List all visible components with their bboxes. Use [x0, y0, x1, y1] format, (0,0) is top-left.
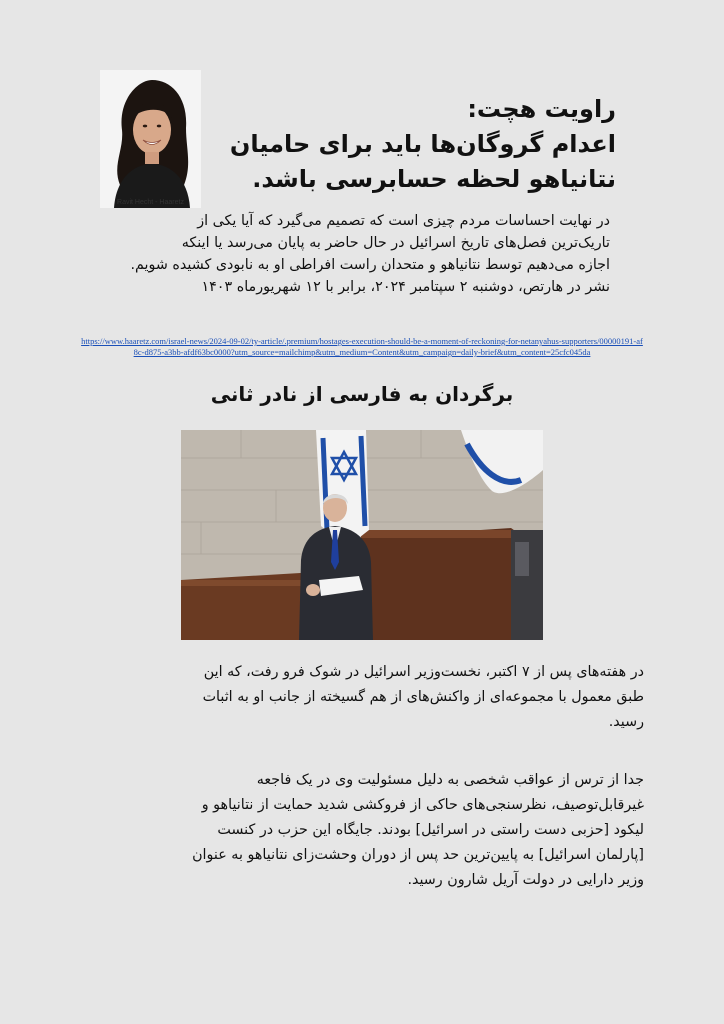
- knesset-scene-image: [181, 430, 543, 640]
- paragraph-line: در هفته‌های پس از ۷ اکتبر، نخست‌وزیر اسرائیل در شوک فرو رفت، که این: [203, 664, 644, 680]
- summary-line: تاریک‌ترین فصل‌های تاریخ اسرائیل در حال حاضر به پایان می‌رسد یا اینکه: [181, 235, 610, 251]
- article-paragraph-2: [80, 768, 644, 893]
- publication-date-line: نشر در هارتص، دوشنبه ۲ سپتامبر ۲۰۲۴، برابر با ۱۲ شهریورماه ۱۴۰۳: [201, 279, 610, 295]
- paragraph-line: لیکود [حزبی دست راستی در اسرائیل] بودند. جایگاه این حزب در کنست: [217, 822, 644, 838]
- paragraph-line: رسید.: [608, 714, 644, 730]
- netanyahu-knesset-photo: [181, 430, 543, 640]
- author-portrait-image: [100, 70, 201, 208]
- article-headline: [229, 92, 616, 197]
- headline-line: راویت هچت:: [467, 95, 616, 123]
- paragraph-line: غیرقابل‌توصیف، نظرسنجی‌های حاکی از فروکشی شدید حمایت از نتانیاهو و: [201, 797, 644, 813]
- author-photo: [100, 70, 201, 208]
- author-photo-caption: Ravit Hecht - Haaretz: [117, 199, 184, 206]
- article-summary: [80, 210, 610, 298]
- headline-line: اعدام گروگان‌ها باید برای حامیان: [229, 130, 616, 158]
- paragraph-line: [پارلمان اسرائیل] به پایین‌ترین حد پس از دوران وحشت‌زای نتانیاهو به عنوان: [192, 847, 644, 863]
- article-paragraph-1: [80, 660, 644, 735]
- paragraph-line: وزیر دارایی در دولت آریل شارون رسید.: [407, 872, 644, 888]
- translator-credit: برگردان به فارسی از نادر ثانی: [210, 382, 514, 406]
- headline-line: نتانیاهو لحظه حسابرسی باشد.: [252, 165, 616, 193]
- summary-line: در نهایت احساسات مردم چیزی است که تصمیم می‌گیرد که آیا یکی از: [197, 213, 610, 229]
- source-url-link[interactable]: https://www.haaretz.com/israel-news/2024-09-02/ty-article/.premium/hostages-execution-should-be-a-moment-of-reckoning-for-netanyahus-supporters/00000191-af8c-d875-a3bb-afdf63bc0000?utm_source=mailchimp&utm_medium=Content&utm_campaign=daily-brief&utm_content=25cfc045da: [81, 336, 643, 357]
- summary-line: اجازه می‌دهیم توسط نتانیاهو و متحدان راست افراطی او به نابودی کشیده شویم.: [130, 257, 610, 273]
- paragraph-line: جدا از ترس از عواقب شخصی به دلیل مسئولیت وی در یک فاجعه: [256, 772, 644, 788]
- paragraph-line: طبق معمول با مجموعه‌ای از واکنش‌های از هم گسیخته از جانب او به اثبات: [202, 689, 644, 705]
